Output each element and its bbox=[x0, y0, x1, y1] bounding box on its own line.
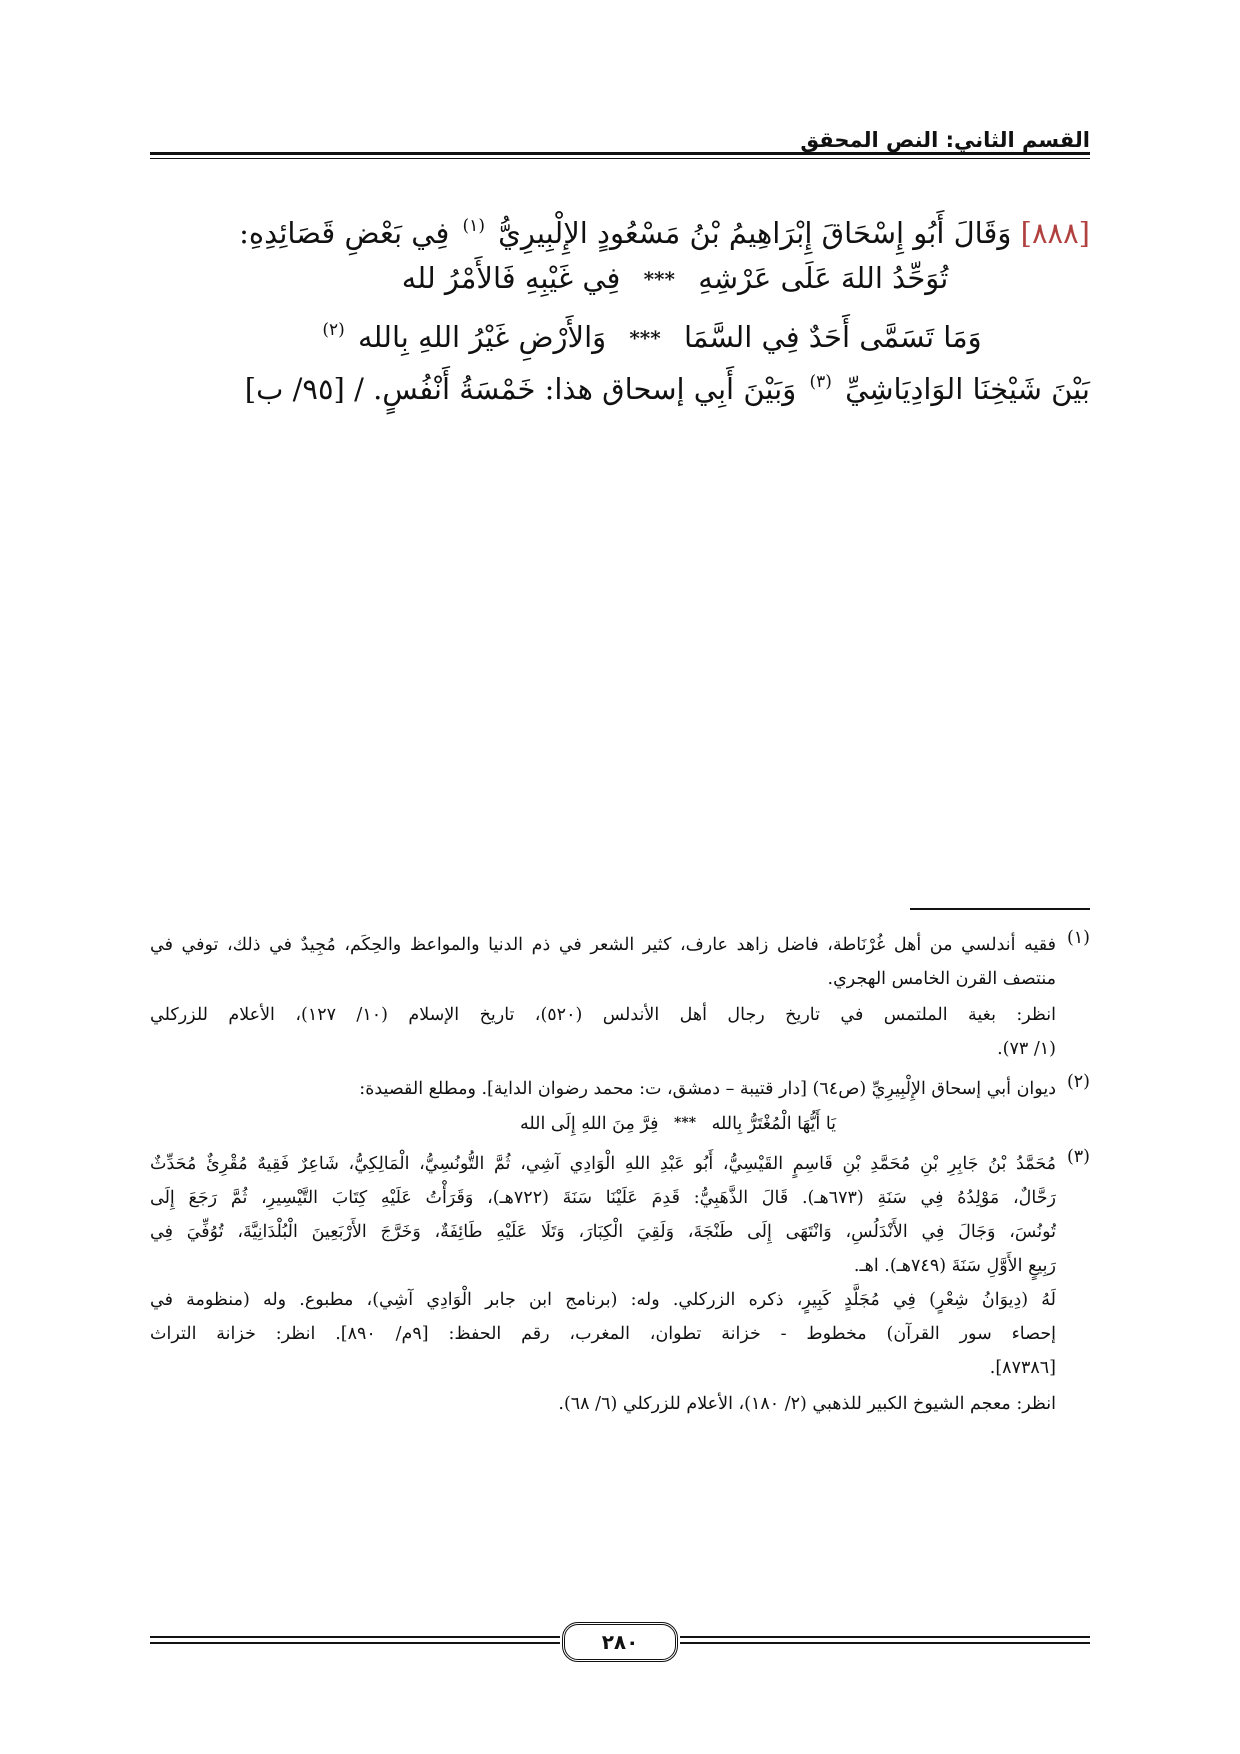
intro-line bbox=[150, 200, 1090, 252]
header-rule-thick bbox=[150, 152, 1090, 155]
footnotes bbox=[150, 928, 1090, 1427]
footnote-2 bbox=[150, 1072, 1090, 1141]
footnote-1 bbox=[150, 928, 1090, 1066]
poem-separator: *** bbox=[674, 1115, 697, 1131]
intro-text: وَقَالَ أَبُو إِسْحَاقَ إِبْرَاهِيمُ بْنُ مَسْعُودٍ الإِلْبِيرِيُّ bbox=[498, 216, 1012, 250]
closing-line bbox=[150, 356, 1090, 408]
footnote-separator bbox=[910, 908, 1090, 910]
poem-hemistich-a: يَا أَيُّهَا الْمُغْتَرُّ بِالله bbox=[711, 1114, 837, 1134]
footer-rule bbox=[680, 1636, 1090, 1638]
footer-rule bbox=[150, 1636, 560, 1638]
footnote-line: رَحَّالٌ، مَوْلِدُهُ فِي سَنَةِ (٦٧٣هـ). قَالَ الذَّهَبِيُّ: قَدِمَ عَلَيْنَا سَنَةَ (٧٢٢هـ)، وَقَرَأْتُ عَلَيْهِ كِتَابَ التَّيْسِيرِ، ثُمَّ رَجَعَ إِلَى bbox=[150, 1188, 1056, 1208]
entry-number: [٨٨٨] bbox=[1020, 216, 1090, 250]
footnote-line: ديوان أبي إسحاق الإِلْبِيرِيِّ (ص٦٤) [دار قتيبة – دمشق، ت: محمد رضوان الداية]. ومطلع القصيدة: bbox=[359, 1079, 1056, 1099]
footnote-line: رَبِيعٍ الأَوَّلِ سَنَةَ (٧٤٩هـ). اهـ. bbox=[853, 1256, 1056, 1276]
closing-text-a: بَيْنَ شَيْخِنَا الوَادِيَاشِيِّ bbox=[845, 372, 1090, 406]
footnote-line: تُونُسَ، وَجَالَ فِي الأَنْدَلُسِ، وَانْتَهَى إِلَى طَنْجَةَ، وَلَقِيَ الْكِبَارَ، وَتَلَا عَلَيْهِ طَائِفَةٌ، وَخَرَّجَ الأَرْبَعِينَ الْبُلْدَانِيَّةَ، تُوُفِّيَ فِي bbox=[150, 1222, 1056, 1242]
footnote-poem bbox=[150, 1106, 1056, 1141]
verse-separator: *** bbox=[643, 267, 675, 291]
footnote-line: فقيه أندلسي من أهل غُرْنَاطة، فاضل زاهد عارف، كثير الشعر في ذم الدنيا والمواعظ والحِكَم، مُجِيدٌ في ذلك، توفي في bbox=[150, 935, 1056, 955]
poem-hemistich-b: فِرَّ مِنَ اللهِ إِلَى الله bbox=[519, 1114, 659, 1134]
verse-1 bbox=[150, 252, 1090, 304]
page-number: ٢٨٠ bbox=[562, 1622, 678, 1662]
footnote-line: مُحَمَّدُ بْنُ جَابِرِ بْنِ مُحَمَّدِ بْنِ قَاسِمٍ القَيْسِيُّ، أَبُو عَبْدِ اللهِ الْوَادِي آشِي، ثُمَّ التُّونُسِيُّ، الْمَالِكِيُّ، شَاعِرٌ فَقِيهٌ مُقْرِئٌ مُحَدِّثٌ bbox=[150, 1154, 1056, 1174]
verse-separator: *** bbox=[629, 326, 661, 350]
footnote-number: (٣) bbox=[1066, 1147, 1090, 1167]
verse-2-hemistich-a: وَمَا تَسَمَّى أَحَدٌ فِي السَّمَا bbox=[683, 320, 982, 354]
verse-1-hemistich-a: تُوَحِّدُ اللهَ عَلَى عَرْشِهِ bbox=[698, 261, 949, 295]
footnote-3 bbox=[150, 1147, 1090, 1421]
running-header: القسم الثاني: النص المحقق bbox=[800, 128, 1090, 152]
footnote-line: (١/ ٧٣). bbox=[997, 1039, 1056, 1059]
intro-end: فِي بَعْضِ قَصَائِدِهِ: bbox=[239, 216, 450, 250]
footnote-line: لَهُ (دِيوَانُ شِعْرٍ) فِي مُجَلَّدٍ كَبِيرٍ، ذكره الزركلي. وله: (برنامج ابن جابر الْوَادِي آشِي)، مطبوع. وله (منظومة في bbox=[150, 1290, 1056, 1310]
verse-1-hemistich-b: فِي غَيْبِهِ فَالأَمْرُ لله bbox=[401, 261, 621, 295]
footnote-line: منتصف القرن الخامس الهجري. bbox=[827, 969, 1056, 989]
page-footer bbox=[150, 1622, 1090, 1662]
main-text bbox=[150, 200, 1090, 408]
footnote-line: [٨٧٣٨٦]. bbox=[989, 1358, 1056, 1378]
footnote-line: انظر: معجم الشيوخ الكبير للذهبي (٢/ ١٨٠)، الأعلام للزركلي (٦/ ٦٨). bbox=[558, 1394, 1056, 1414]
footnote-ref-3: (٣) bbox=[809, 372, 832, 392]
footnote-number: (٢) bbox=[1066, 1072, 1090, 1092]
verse-2 bbox=[150, 304, 1090, 356]
footer-rule bbox=[150, 1642, 560, 1644]
header-rule-thin bbox=[150, 158, 1090, 159]
footnote-number: (١) bbox=[1066, 928, 1090, 948]
footnote-ref-2: (٢) bbox=[322, 320, 345, 340]
verse-2-hemistich-b: وَالأَرْضِ غَيْرُ اللهِ بِالله bbox=[357, 320, 607, 354]
footnote-line: انظر: بغية الملتمس في تاريخ رجال أهل الأندلس (٥٢٠)، تاريخ الإسلام (١٠/ ١٢٧)، الأعلام للزركلي bbox=[150, 1005, 1056, 1025]
footnote-line: إحصاء سور القرآن) مخطوط - خزانة تطوان، المغرب، رقم الحفظ: [٩م/ ٨٩٠]. انظر: خزانة التراث bbox=[150, 1324, 1056, 1344]
footer-rule bbox=[680, 1642, 1090, 1644]
closing-text-b: وَبَيْنَ أَبِي إسحاق هذا: خَمْسَةُ أَنْفُسٍ. / [٩٥/ ب] bbox=[244, 372, 797, 406]
footnote-ref-1: (١) bbox=[462, 216, 485, 236]
